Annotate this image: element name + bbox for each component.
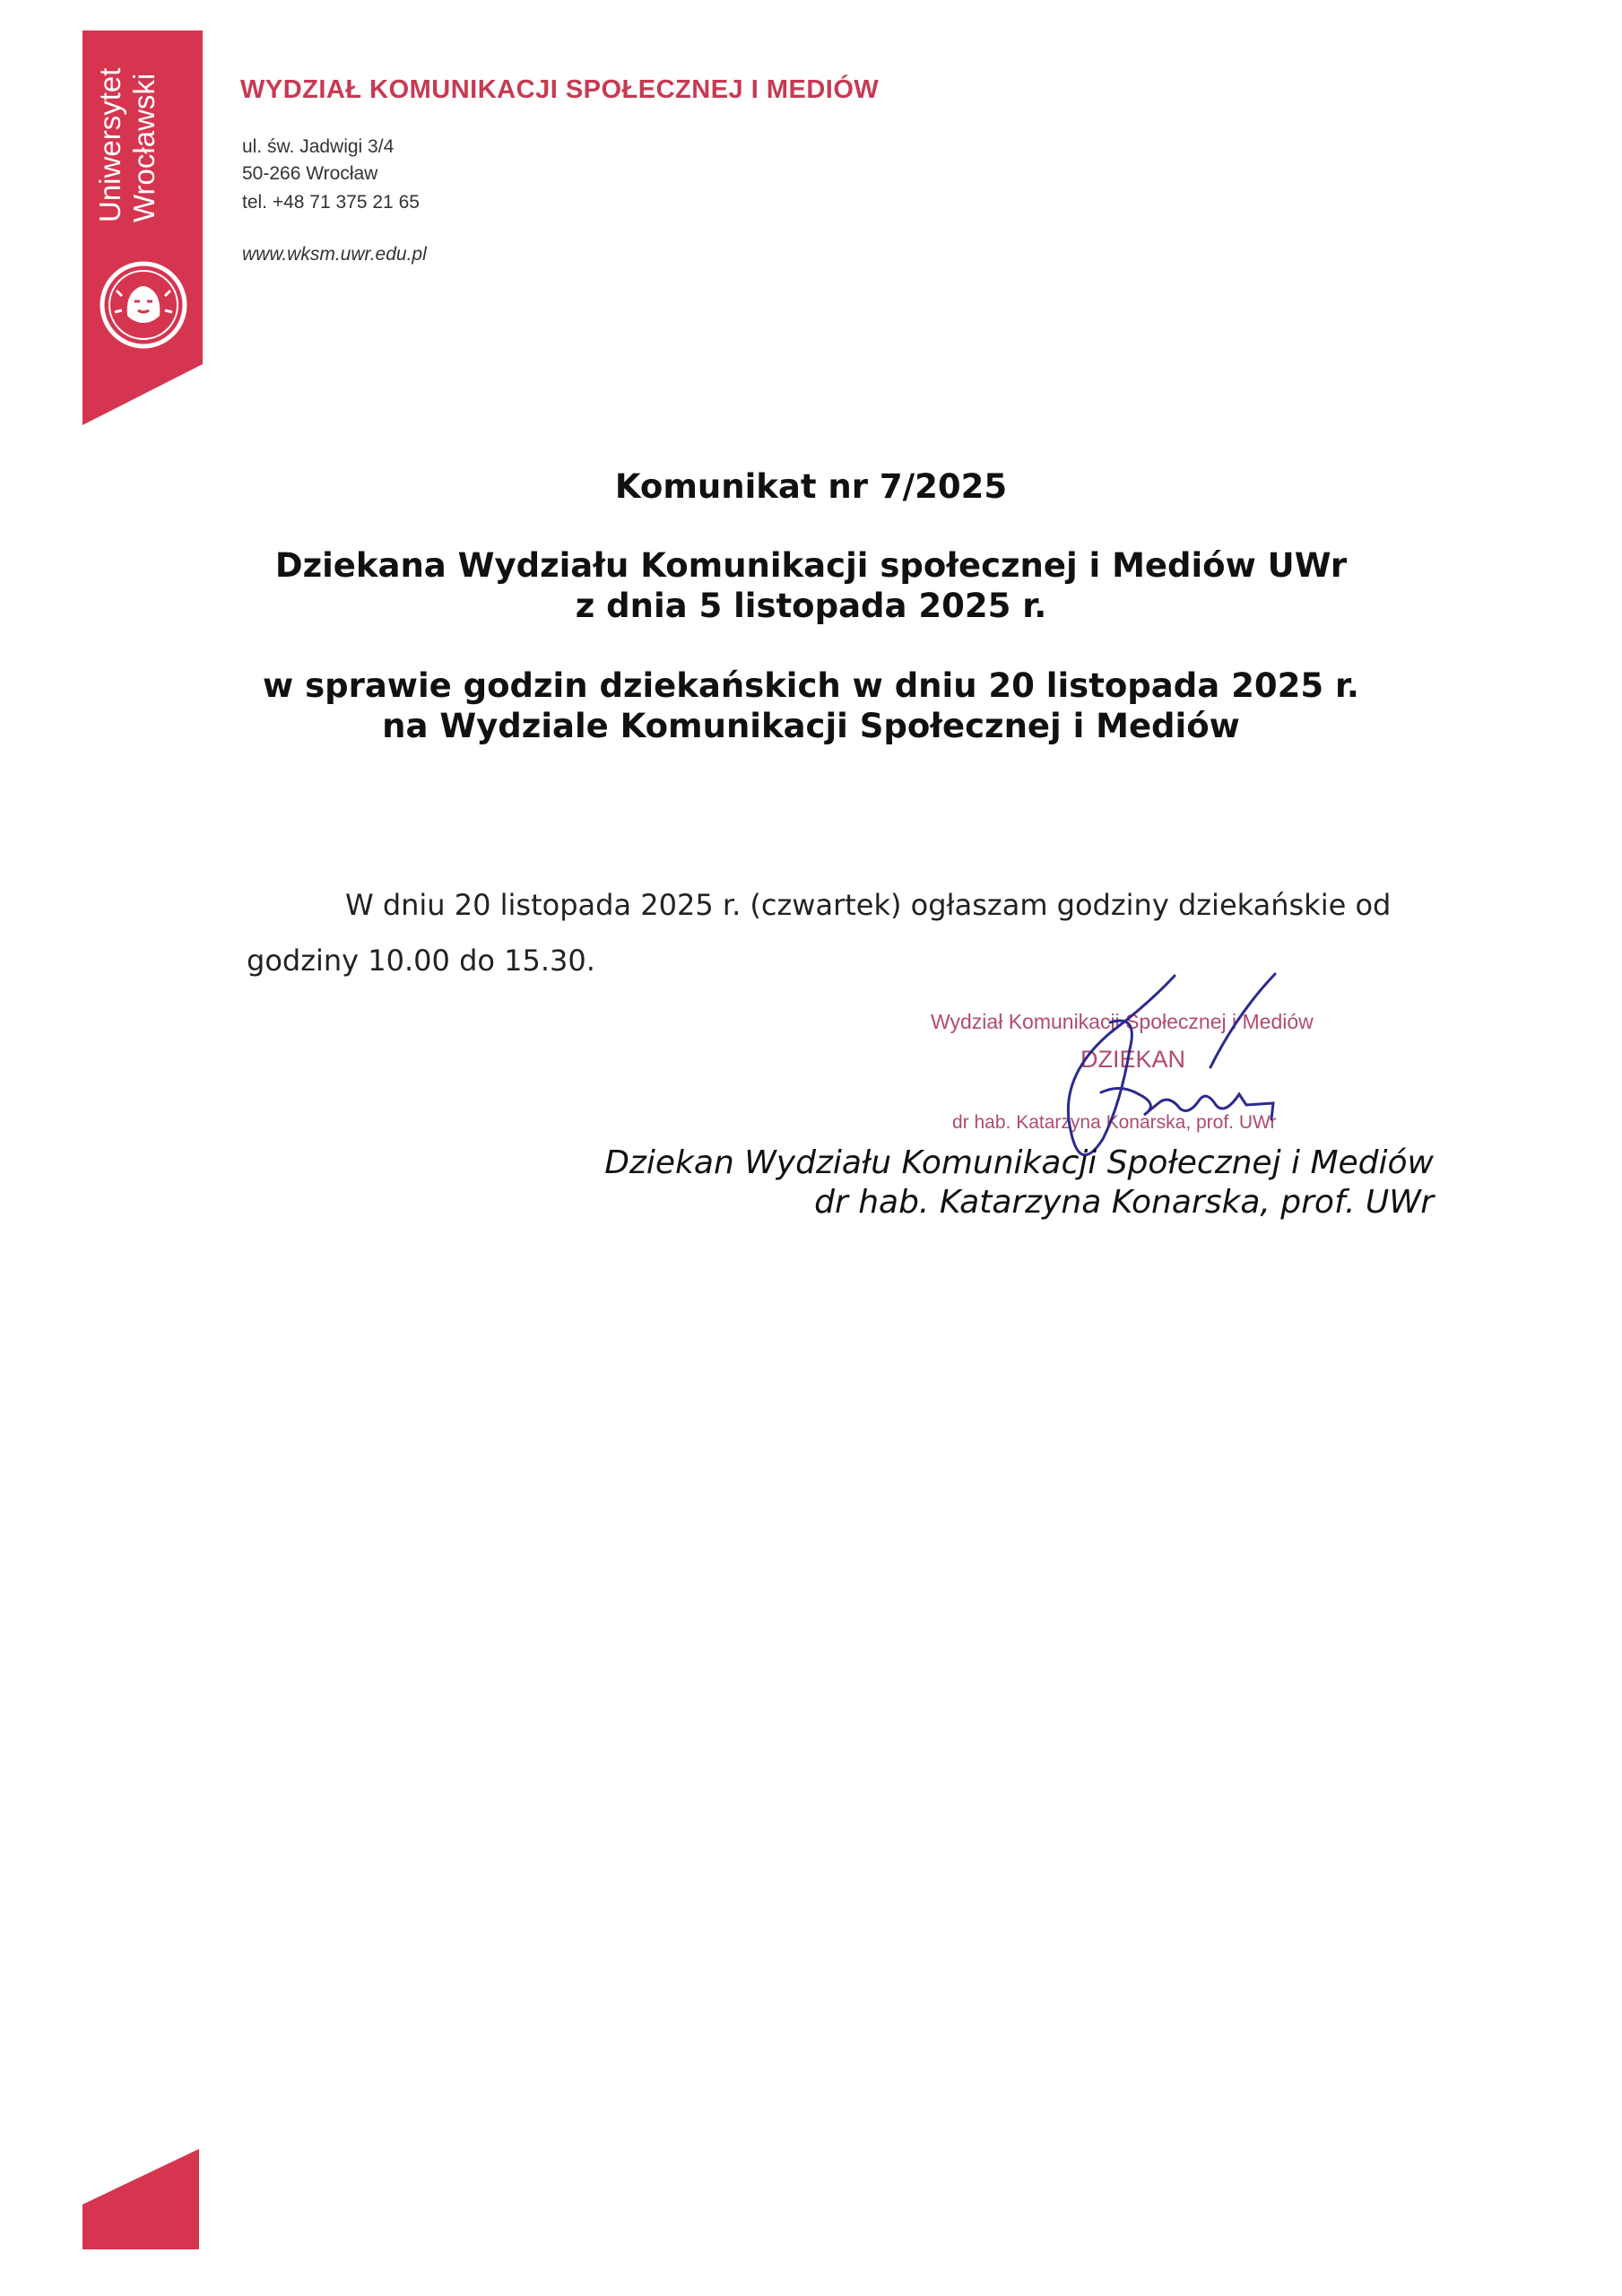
university-crest-icon xyxy=(99,260,188,350)
signature-title: Dziekan Wydziału Komunikacji Społecznej i Mediów xyxy=(604,1144,1434,1181)
body-paragraph-line-1: W dniu 20 listopada 2025 r. (czwartek) ogłaszam godziny dziekańskie od xyxy=(345,888,1392,922)
corner-decoration xyxy=(82,2149,199,2249)
document-subject-line-2: na Wydziale Komunikacji Społecznej i Mediów xyxy=(382,707,1240,745)
university-name: Uniwersytet Wrocławski xyxy=(93,67,160,222)
document-date: z dnia 5 listopada 2025 r. xyxy=(575,587,1047,625)
address-phone: tel. +48 71 375 21 65 xyxy=(242,192,420,213)
faculty-name: WYDZIAŁ KOMUNIKACJI SPOŁECZNEJ I MEDIÓW xyxy=(240,75,880,104)
stamp-name: dr hab. Katarzyna Konarska, prof. UWr xyxy=(952,1112,1277,1133)
document-title: Komunikat nr 7/2025 xyxy=(614,467,1008,506)
document-issuer: Dziekana Wydziału Komunikacji społecznej i Mediów UWr xyxy=(274,546,1348,585)
stamp-role: DZIEKAN xyxy=(1080,1046,1186,1073)
signature-name: dr hab. Katarzyna Konarska, prof. UWr xyxy=(814,1184,1434,1221)
stamp-faculty: Wydział Komunikacji Społecznej i Mediów xyxy=(931,1010,1314,1033)
address-city: 50-266 Wrocław xyxy=(242,163,378,184)
body-paragraph-line-2: godziny 10.00 do 15.30. xyxy=(247,944,595,978)
address-street: ul. św. Jadwigi 3/4 xyxy=(242,136,395,157)
document-subject-line-1: w sprawie godzin dziekańskich w dniu 20 listopada 2025 r. xyxy=(263,666,1359,705)
website-link[interactable]: www.wksm.uwr.edu.pl xyxy=(242,244,427,265)
